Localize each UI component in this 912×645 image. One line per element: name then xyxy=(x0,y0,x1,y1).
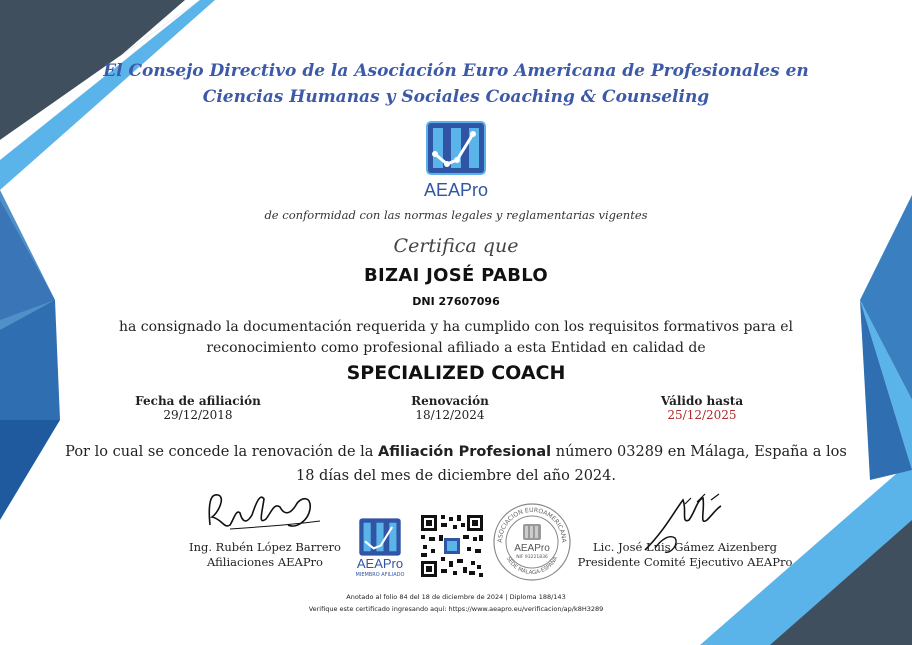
seal-center: AEAPro xyxy=(514,543,550,554)
footer-verify: Verifique este certificado ingresando aquí: https://www.aeapro.eu/verificacion/ap/k8H3289 xyxy=(308,605,604,613)
body-line-2: reconocimiento como profesional afiliado a esta Entidad en calidad de xyxy=(206,340,706,356)
signatory-right xyxy=(570,540,800,570)
valid-date-block xyxy=(602,394,802,422)
signatory-left-title: Afiliaciones AEAPro xyxy=(207,555,323,569)
seal-ring-top: ASOCIACION EUROAMERICANA xyxy=(496,506,568,543)
logo-text: AEAPro xyxy=(423,180,489,200)
member-logo-caption: MIEMBRO AFILIADO xyxy=(355,572,405,578)
seal-ring-bottom: SEDE MÁLAGA-ESPAÑA xyxy=(504,555,560,577)
qr-code[interactable] xyxy=(419,513,485,579)
footer-annotation: Anotado al folio 84 del 18 de diciembre de 2024 | Diploma 188/143 xyxy=(346,593,566,601)
role-title: SPECIALIZED COACH xyxy=(346,362,566,384)
signatory-left-name: Ing. Rubén López Barrero xyxy=(189,540,341,554)
valid-label: Válido hasta xyxy=(660,394,744,408)
signatory-left xyxy=(180,540,350,570)
member-logo-icon xyxy=(357,517,403,557)
valid-value: 25/12/2025 xyxy=(667,408,737,422)
affiliation-date-block xyxy=(98,394,298,422)
signatory-right-title: Presidente Comité Ejecutivo AEAPro xyxy=(577,555,793,569)
body-line-1: ha consignado la documentación requerida y ha cumplido con los requisitos formativos para el xyxy=(118,319,794,335)
recipient-name: BIZAI JOSÉ PABLO xyxy=(363,265,548,286)
renewal-part2: número 03289 en Málaga, España a los xyxy=(551,444,847,460)
aeapro-logo-icon xyxy=(425,120,487,176)
affiliation-label: Fecha de afiliación xyxy=(135,394,261,408)
header-line-2: Ciencias Humanas y Sociales Coaching & Counseling xyxy=(202,87,710,107)
signatory-right-name: Lic. José Luis Gámez Aizenberg xyxy=(593,540,777,554)
conformity-text: de conformidad con las normas legales y reglamentarias vigentes xyxy=(264,208,648,222)
header-line-1: El Consejo Directivo de la Asociación Euro Americana de Profesionales en xyxy=(103,61,809,81)
renewal-bold: Afiliación Profesional xyxy=(378,444,552,460)
association-seal xyxy=(492,502,572,582)
affiliation-value: 29/12/2018 xyxy=(163,408,233,422)
certifica-heading: Certifica que xyxy=(393,235,519,257)
renewal-date-block xyxy=(350,394,550,422)
recipient-dni: DNI 27607096 xyxy=(412,295,500,308)
renewal-label: Renovación xyxy=(411,394,489,408)
renewal-statement-line-1 xyxy=(0,440,912,464)
seal-nif: NIF 93221836 xyxy=(516,555,548,560)
renewal-statement-line-2: 18 días del mes de diciembre del año 2024. xyxy=(296,468,616,484)
renewal-part1: Por lo cual se concede la renovación de la xyxy=(65,444,379,460)
signature-left xyxy=(200,485,330,540)
member-logo-text: AEAPro xyxy=(356,556,404,571)
renewal-value: 18/12/2024 xyxy=(415,408,485,422)
